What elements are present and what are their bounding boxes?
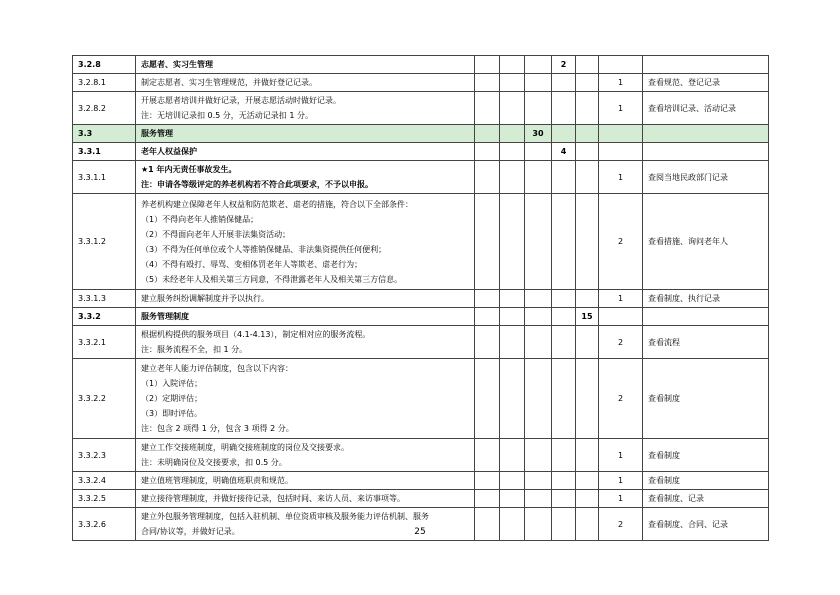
item-code: 3.3.2.3 <box>73 439 136 472</box>
item-code: 3.2.8 <box>73 56 136 74</box>
score-cell-c1 <box>475 326 500 359</box>
item-content <box>136 92 475 125</box>
item-content <box>136 125 475 143</box>
score-cell-c2 <box>500 439 525 472</box>
evaluation-method: 查看规范、登记记录 <box>643 74 769 92</box>
item-content <box>136 490 475 508</box>
score-cell-c3 <box>525 143 552 161</box>
score-cell-c4 <box>552 472 576 490</box>
evaluation-method: 查看制度 <box>643 359 769 439</box>
score-cell-c1 <box>475 161 500 194</box>
table-row <box>73 74 769 92</box>
score-cell-c2 <box>500 359 525 439</box>
content-line: 老年人权益保护 <box>141 147 197 156</box>
score-cell-c6 <box>599 308 643 326</box>
table-row <box>73 161 769 194</box>
table-row <box>73 194 769 290</box>
content-line: （2）定期评估； <box>141 394 203 403</box>
table-row <box>73 359 769 439</box>
score-cell-c4 <box>552 439 576 472</box>
content-line: 注：未明确岗位及交接要求，扣 0.5 分。 <box>141 458 287 467</box>
content-line: 注：申请各等级评定的养老机构若不符合此项要求，不予以申报。 <box>141 180 373 189</box>
table-row <box>73 92 769 125</box>
score-cell-c6 <box>599 56 643 74</box>
evaluation-method: 查看制度 <box>643 439 769 472</box>
score-cell-c6: 1 <box>599 472 643 490</box>
item-code: 3.3.2.6 <box>73 508 136 541</box>
item-code: 3.2.8.2 <box>73 92 136 125</box>
score-cell-c4: 2 <box>552 56 576 74</box>
score-cell-c1 <box>475 143 500 161</box>
score-cell-c1 <box>475 290 500 308</box>
content-line: 服务管理制度 <box>141 312 189 321</box>
score-cell-c3 <box>525 326 552 359</box>
item-code: 3.3.1.2 <box>73 194 136 290</box>
score-cell-c1 <box>475 359 500 439</box>
table-row <box>73 308 769 326</box>
score-cell-c1 <box>475 472 500 490</box>
content-line: 开展志愿者培训并做好记录，开展志愿活动时做好记录。 <box>141 96 341 105</box>
score-cell-c1 <box>475 439 500 472</box>
score-cell-c3 <box>525 290 552 308</box>
score-cell-c2 <box>500 472 525 490</box>
table-row <box>73 143 769 161</box>
score-cell-c5: 15 <box>576 308 599 326</box>
content-line: （1）入院评估； <box>141 379 203 388</box>
evaluation-method: 查看流程 <box>643 326 769 359</box>
evaluation-method: 查看制度、记录 <box>643 490 769 508</box>
score-cell-c6 <box>599 143 643 161</box>
content-line: 建立值班管理制度，明确值班职责和规范。 <box>141 476 293 485</box>
evaluation-method: 查阅当地民政部门记录 <box>643 161 769 194</box>
content-line: 建立工作交接班制度，明确交接班制度的岗位及交接要求。 <box>141 443 349 452</box>
content-line: 制定志愿者、实习生管理规范，并做好登记记录。 <box>141 78 317 87</box>
score-cell-c5 <box>576 125 599 143</box>
score-cell-c5 <box>576 92 599 125</box>
item-code: 3.3.2.4 <box>73 472 136 490</box>
content-line: （5）未经老年人及相关第三方同意，不得泄露老年人及相关第三方信息。 <box>141 274 403 284</box>
content-line: 建立外包服务管理制度，包括入驻机制、单位资质审核及服务能力评估机制、服务 <box>141 512 429 521</box>
score-cell-c2 <box>500 290 525 308</box>
evaluation-method: 查看培训记录、活动记录 <box>643 92 769 125</box>
content-line: 养老机构建立保障老年人权益和防范欺老、虐老的措施，符合以下全部条件： <box>141 199 413 209</box>
score-cell-c3 <box>525 472 552 490</box>
score-cell-c5 <box>576 326 599 359</box>
score-cell-c3 <box>525 74 552 92</box>
table-row <box>73 472 769 490</box>
score-cell-c6: 1 <box>599 290 643 308</box>
score-cell-c2 <box>500 490 525 508</box>
score-cell-c4 <box>552 290 576 308</box>
item-content <box>136 194 475 290</box>
item-code: 3.3.1.1 <box>73 161 136 194</box>
content-line: 注：无培训记录扣 0.5 分，无活动记录扣 1 分。 <box>141 111 313 120</box>
content-line: 建立接待管理制度，并做好接待记录，包括时间、来访人员、来访事项等。 <box>141 494 405 503</box>
evaluation-method <box>643 56 769 74</box>
content-line: （2）不得面向老年人开展非法集资活动； <box>141 229 291 239</box>
score-cell-c5 <box>576 359 599 439</box>
score-cell-c6: 2 <box>599 508 643 541</box>
item-content <box>136 56 475 74</box>
table-row <box>73 290 769 308</box>
score-cell-c4 <box>552 308 576 326</box>
score-cell-c6: 1 <box>599 439 643 472</box>
content-line: （4）不得有殴打、辱骂、变相体罚老年人等欺老、虐老行为； <box>141 259 363 269</box>
table-row <box>73 56 769 74</box>
evaluation-method <box>643 308 769 326</box>
content-line: 建立老年人能力评估制度，包含以下内容： <box>141 364 293 373</box>
score-cell-c4 <box>552 490 576 508</box>
score-cell-c3 <box>525 439 552 472</box>
score-cell-c3 <box>525 56 552 74</box>
item-code: 3.3 <box>73 125 136 143</box>
score-cell-c4 <box>552 125 576 143</box>
content-line: 合同/协议等，并做好记录。 <box>141 527 240 536</box>
score-cell-c1 <box>475 125 500 143</box>
score-cell-c2 <box>500 326 525 359</box>
item-code: 3.2.8.1 <box>73 74 136 92</box>
content-line: （3）不得为任何单位或个人等推销保健品、非法集资提供任何便利； <box>141 244 387 254</box>
content-line: 注：包含 2 项得 1 分，包含 3 项得 2 分。 <box>141 424 294 433</box>
score-cell-c6: 1 <box>599 161 643 194</box>
score-cell-c5 <box>576 74 599 92</box>
item-code: 3.3.2.5 <box>73 490 136 508</box>
item-content <box>136 143 475 161</box>
standards-table <box>72 55 769 541</box>
score-cell-c4 <box>552 161 576 194</box>
score-cell-c2 <box>500 194 525 290</box>
content-line: ★1 年内无责任事故发生。 <box>141 165 237 174</box>
score-cell-c5 <box>576 490 599 508</box>
score-cell-c5 <box>576 56 599 74</box>
item-code: 3.3.2.1 <box>73 326 136 359</box>
score-cell-c6: 1 <box>599 74 643 92</box>
evaluation-method <box>643 143 769 161</box>
score-cell-c4: 4 <box>552 143 576 161</box>
score-cell-c5 <box>576 290 599 308</box>
score-cell-c2 <box>500 92 525 125</box>
score-cell-c6: 2 <box>599 326 643 359</box>
score-cell-c5 <box>576 194 599 290</box>
evaluation-method: 查看制度、合同、记录 <box>643 508 769 541</box>
content-line: （3）即时评估。 <box>141 409 203 418</box>
score-cell-c6: 2 <box>599 359 643 439</box>
item-content <box>136 290 475 308</box>
score-cell-c1 <box>475 74 500 92</box>
score-cell-c3 <box>525 194 552 290</box>
item-content <box>136 472 475 490</box>
table-row <box>73 439 769 472</box>
score-cell-c1 <box>475 56 500 74</box>
score-cell-c1 <box>475 490 500 508</box>
score-cell-c1 <box>475 92 500 125</box>
evaluation-method <box>643 125 769 143</box>
item-content <box>136 308 475 326</box>
item-code: 3.3.1 <box>73 143 136 161</box>
score-cell-c5 <box>576 472 599 490</box>
score-cell-c6: 1 <box>599 490 643 508</box>
score-cell-c4 <box>552 326 576 359</box>
score-cell-c4 <box>552 194 576 290</box>
item-code: 3.3.1.3 <box>73 290 136 308</box>
score-cell-c2 <box>500 125 525 143</box>
score-cell-c3 <box>525 92 552 125</box>
table-body <box>73 56 769 541</box>
content-line: 根据机构提供的服务项目（4.1-4.13），制定相对应的服务流程。 <box>141 330 371 339</box>
page-number: 25 <box>414 527 426 537</box>
score-cell-c2 <box>500 143 525 161</box>
score-cell-c5 <box>576 161 599 194</box>
table-row <box>73 490 769 508</box>
score-cell-c2 <box>500 74 525 92</box>
score-cell-c6: 1 <box>599 92 643 125</box>
score-cell-c4 <box>552 92 576 125</box>
score-cell-c5 <box>576 439 599 472</box>
score-cell-c4 <box>552 74 576 92</box>
score-cell-c1 <box>475 194 500 290</box>
content-line: 建立服务纠纷调解制度并予以执行。 <box>141 294 269 303</box>
score-cell-c3 <box>525 359 552 439</box>
content-line: 志愿者、实习生管理 <box>141 60 213 69</box>
score-cell-c1 <box>475 308 500 326</box>
content-line: 注：服务流程不全，扣 1 分。 <box>141 345 248 354</box>
score-cell-c3 <box>525 490 552 508</box>
score-cell-c2 <box>500 308 525 326</box>
evaluation-method: 查看制度 <box>643 472 769 490</box>
score-cell-c3: 30 <box>525 125 552 143</box>
score-cell-c3 <box>525 161 552 194</box>
item-content <box>136 74 475 92</box>
score-cell-c2 <box>500 161 525 194</box>
score-cell-c2 <box>500 56 525 74</box>
score-cell-c4 <box>552 359 576 439</box>
table-row <box>73 125 769 143</box>
item-content <box>136 439 475 472</box>
item-code: 3.3.2.2 <box>73 359 136 439</box>
table-row <box>73 326 769 359</box>
content-line: （1）不得向老年人推销保健品； <box>141 214 259 224</box>
score-cell-c3 <box>525 308 552 326</box>
evaluation-method: 查看措施、询问老年人 <box>643 194 769 290</box>
content-line: 服务管理 <box>141 129 173 138</box>
item-content <box>136 359 475 439</box>
score-cell-c6 <box>599 125 643 143</box>
score-cell-c5 <box>576 143 599 161</box>
item-content <box>136 161 475 194</box>
evaluation-method: 查看制度、执行记录 <box>643 290 769 308</box>
item-code: 3.3.2 <box>73 308 136 326</box>
item-content <box>136 326 475 359</box>
score-cell-c6: 2 <box>599 194 643 290</box>
